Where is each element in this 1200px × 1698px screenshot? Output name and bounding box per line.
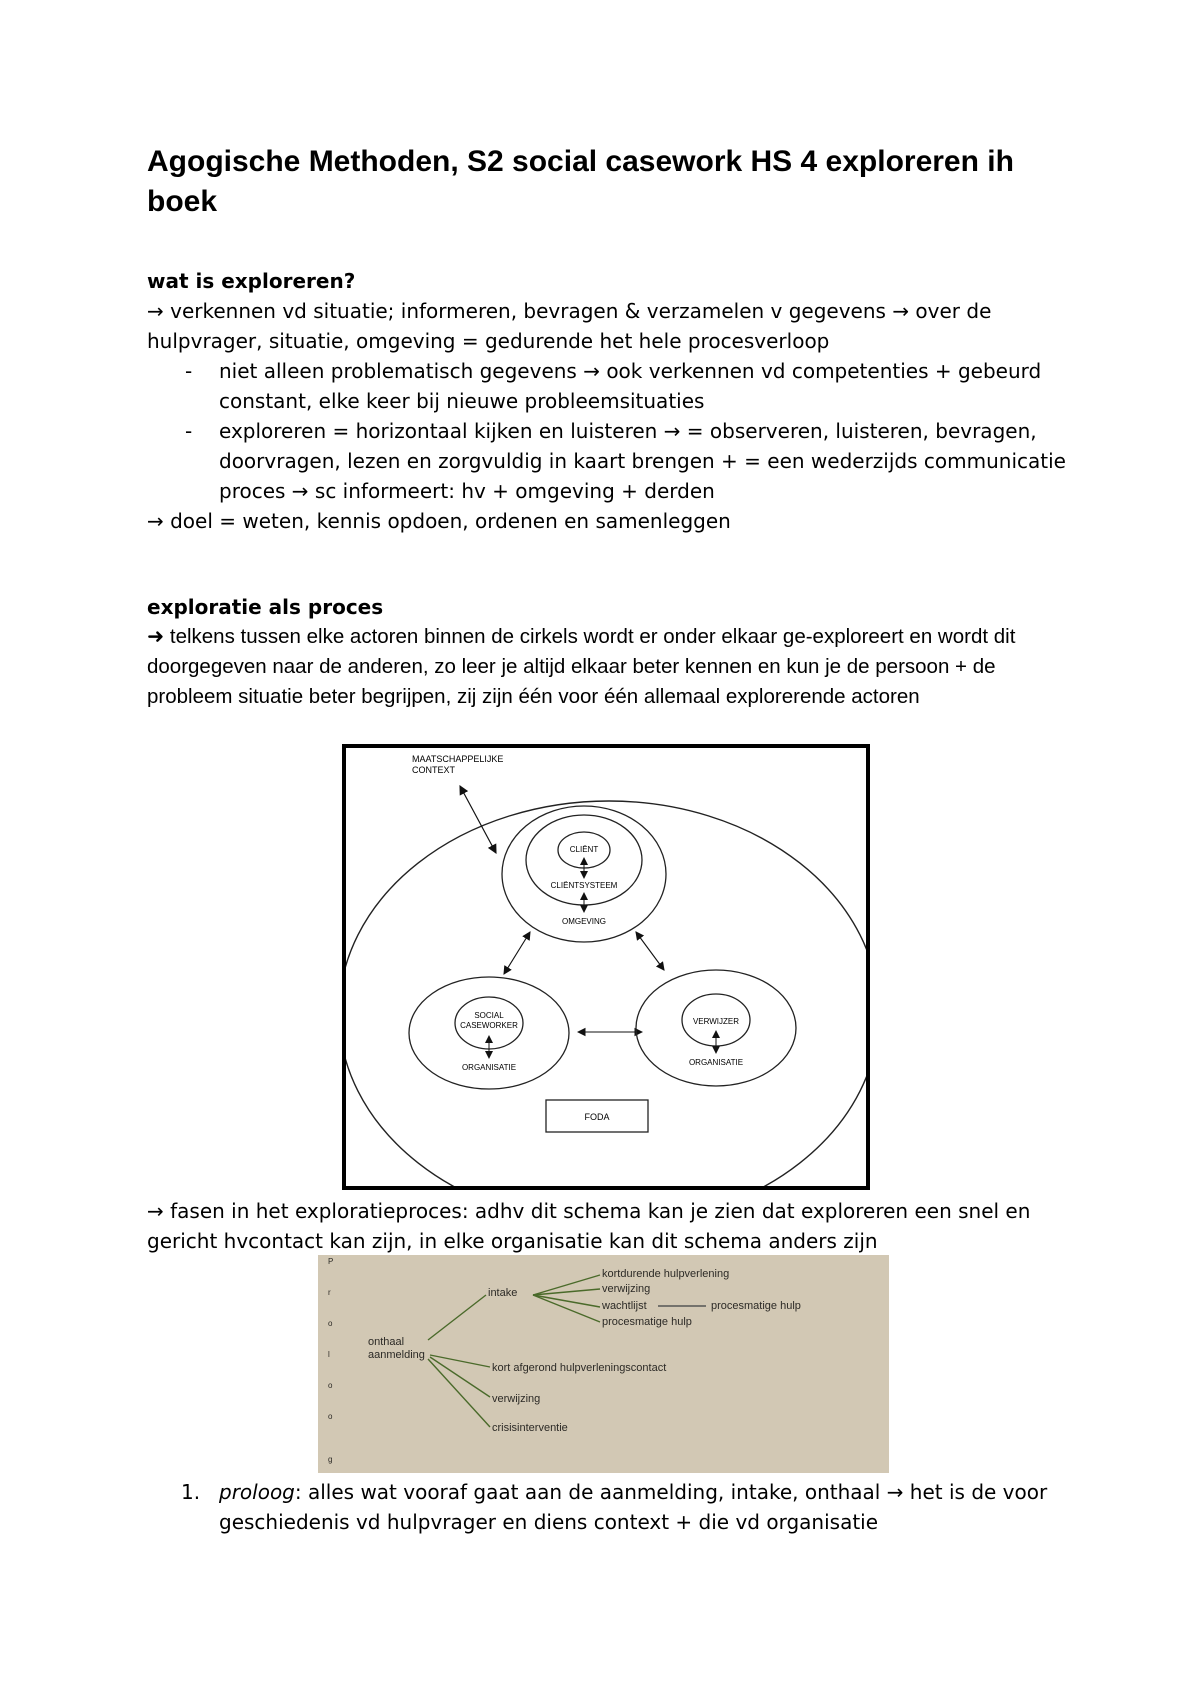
root-child: kort afgerond hulpverleningscontact — [492, 1362, 667, 1374]
list-item-text — [219, 1480, 1047, 1534]
paragraph: → doel = weten, kennis opdoen, ordenen en samenleggen — [147, 509, 731, 533]
section-heading: wat is exploreren? — [147, 269, 356, 293]
root-label: onthaal — [368, 1336, 405, 1348]
numbered-list — [147, 1477, 1067, 1537]
page-title: Agogische Methoden, S2 social casework HS 4 exploreren ih boek — [147, 145, 1014, 218]
context-arrow — [460, 786, 496, 853]
side-letter: r — [328, 1288, 331, 1297]
term: proloog — [219, 1480, 295, 1504]
list-item — [147, 356, 1067, 416]
list-item-text: exploreren = horizontaal kijken en luisteren → = observeren, luisteren, bevragen, doorvragen, lezen en zorgvuldig in kaart brengen + = een wederzijds communicatie proces → sc informeert: hv + omgeving + derden — [219, 419, 1066, 503]
wachtlijst-child: procesmatige hulp — [711, 1300, 801, 1312]
social-label: SOCIAL — [474, 1011, 504, 1020]
organisatie-label-left: ORGANISATIE — [461, 1063, 517, 1072]
term-definition: : alles wat vooraf gaat aan de aanmelding, intake, onthaal → het is de voor geschiedenis vd hulpvrager en diens context + die vd organisatie — [219, 1480, 1048, 1534]
arrow — [504, 932, 530, 974]
list-item — [147, 416, 1067, 506]
section-wat-is-exploreren — [147, 266, 1067, 536]
organisatie-circle-right — [636, 970, 796, 1086]
organisatie-label-right: ORGANISATIE — [688, 1058, 744, 1067]
intake-child: wachtlijst — [602, 1300, 647, 1312]
section-heading: exploratie als proces — [147, 595, 384, 619]
section-exploratie-als-proces — [147, 592, 1067, 712]
arrow — [636, 932, 664, 970]
list-number: 1. — [181, 1480, 201, 1504]
side-letter: l — [328, 1350, 330, 1359]
bullet-marker: - — [185, 419, 193, 443]
root-label: aanmelding — [368, 1349, 425, 1361]
paragraph: → fasen in het exploratieproces: adhv dit schema kan je zien dat exploreren een snel en gericht hvcontact kan zijn, in elke organisatie kan dit schema anders zijn — [147, 1199, 1031, 1253]
side-letter: o — [328, 1319, 333, 1328]
exploration-diagram — [342, 744, 870, 1190]
bullet-marker: - — [185, 359, 193, 383]
phases-scheme — [318, 1255, 889, 1473]
context-label: CONTEXT — [412, 765, 456, 775]
verwijzer-label: VERWIJZER — [692, 1017, 740, 1026]
clientsysteem-label: CLIËNTSYSTEEM — [550, 881, 618, 890]
omgeving-label: OMGEVING — [561, 917, 607, 926]
phases-scheme-svg — [318, 1255, 889, 1473]
tree-branches — [428, 1275, 706, 1427]
side-letter: g — [328, 1455, 333, 1464]
root-child: crisisinterventie — [492, 1422, 568, 1434]
paragraph: → verkennen vd situatie; informeren, bevragen & verzamelen v gegevens → over de hulpvrager, situatie, omgeving = gedurende het hele procesverloop — [147, 299, 992, 353]
client-label: CLIËNT — [569, 845, 599, 854]
list-item-text: niet alleen problematisch gegevens → ook verkennen vd competenties + gebeurd constant, elke keer bij nieuwe probleemsituaties — [219, 359, 1042, 413]
intake-child: procesmatige hulp — [602, 1316, 692, 1328]
foda-label: FODA — [584, 1112, 610, 1122]
section-fasen — [147, 1196, 1067, 1256]
organisatie-circle-left — [409, 977, 569, 1089]
root-child: verwijzing — [492, 1393, 541, 1405]
side-letter: P — [328, 1257, 334, 1266]
side-letter: o — [328, 1381, 333, 1390]
exploration-diagram-svg — [346, 748, 866, 1186]
caseworker-label: CASEWORKER — [460, 1021, 518, 1030]
intake-label: intake — [488, 1287, 518, 1299]
list-item — [147, 1477, 1067, 1537]
context-label: MAATSCHAPPELIJKE — [412, 754, 504, 764]
intake-child: kortdurende hulpverlening — [602, 1268, 730, 1280]
paragraph: ➜ telkens tussen elke actoren binnen de cirkels wordt er onder elkaar ge-exploreert en wordt dit doorgegeven naar de anderen, zo leer je altijd elkaar beter kennen en kun je de persoon + de probleem situatie beter begrijpen, zij zijn één voor één allemaal explorerende actoren — [147, 625, 1016, 708]
intake-child: verwijzing — [602, 1283, 651, 1295]
side-letter: o — [328, 1412, 333, 1421]
